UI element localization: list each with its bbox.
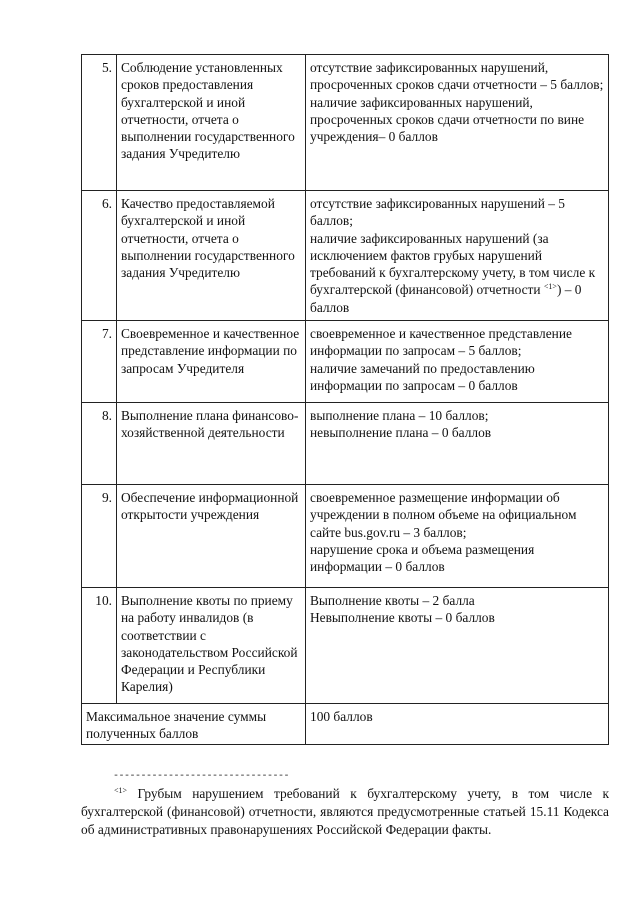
score-cell: [306, 191, 609, 321]
table-row: [82, 588, 609, 704]
criteria-table: [81, 54, 609, 745]
criterion-cell: Соблюдение установленных сроков предоставления бухгалтерской и иной отчетности, отчета о выполнении государственного задания Учредителю: [117, 55, 306, 191]
criterion-cell: Выполнение плана финансово-хозяйственной деятельности: [117, 403, 306, 485]
table-row: [82, 55, 609, 191]
score-text-end: ) – 0 баллов: [310, 282, 582, 315]
score-cell: выполнение плана – 10 баллов; невыполнение плана – 0 баллов: [306, 403, 609, 485]
score-cell: своевременное размещение информации об учреждении в полном объеме на официальном сайте bus.gov.ru – 3 баллов; нарушение срока и объема размещения информации – 0 баллов: [306, 485, 609, 588]
footnote-reference: <1>: [543, 282, 557, 292]
footnote: [81, 785, 609, 839]
criterion-cell: Своевременное и качественное представление информации по запросам Учредителя: [117, 321, 306, 403]
total-value: 100 баллов: [306, 704, 609, 745]
footnote-marker: <1>: [114, 786, 128, 795]
score-cell: отсутствие зафиксированных нарушений, просроченных сроков сдачи отчетности – 5 баллов; наличие зафиксированных нарушений, просроченных сроков сдачи отчетности по вине учреждения– 0 баллов: [306, 55, 609, 191]
total-label: Максимальное значение суммы полученных баллов: [82, 704, 306, 745]
criterion-cell: Качество предоставляемой бухгалтерской и иной отчетности, отчета о выполнении государственного задания Учредителю: [117, 191, 306, 321]
row-number: 7.: [82, 321, 117, 403]
score-cell: своевременное и качественное представление информации по запросам – 5 баллов; наличие замечаний по предоставлению информации по запросам – 0 баллов: [306, 321, 609, 403]
row-number: 10.: [82, 588, 117, 704]
footnote-separator: --------------------------------: [113, 771, 290, 782]
row-number: 6.: [82, 191, 117, 321]
criterion-cell: Выполнение квоты по приему на работу инвалидов (в соответствии с законодательством Российской Федерации и Республики Карелия): [117, 588, 306, 704]
table-row: [82, 191, 609, 321]
row-number: 9.: [82, 485, 117, 588]
table-row: [82, 403, 609, 485]
score-text: отсутствие зафиксированных нарушений – 5 баллов; наличие зафиксированных нарушений (за исключением фактов грубых нарушений требований к бухгалтерскому учету, в том числе к бухгалтерской (финансовой) отчетности: [310, 196, 596, 298]
score-cell: Выполнение квоты – 2 балла Невыполнение квоты – 0 баллов: [306, 588, 609, 704]
table-row: [82, 485, 609, 588]
criterion-cell: Обеспечение информационной открытости учреждения: [117, 485, 306, 588]
row-number: 5.: [82, 55, 117, 191]
table-row: [82, 321, 609, 403]
row-number: 8.: [82, 403, 117, 485]
footnote-text: Грубым нарушением требований к бухгалтерскому учету, в том числе к бухгалтерской (финансовой) отчетности, являются предусмотренные статьей 15.11 Кодекса об административных правонарушениях Российской Федерации факты.: [81, 786, 609, 837]
total-row: [82, 704, 609, 745]
